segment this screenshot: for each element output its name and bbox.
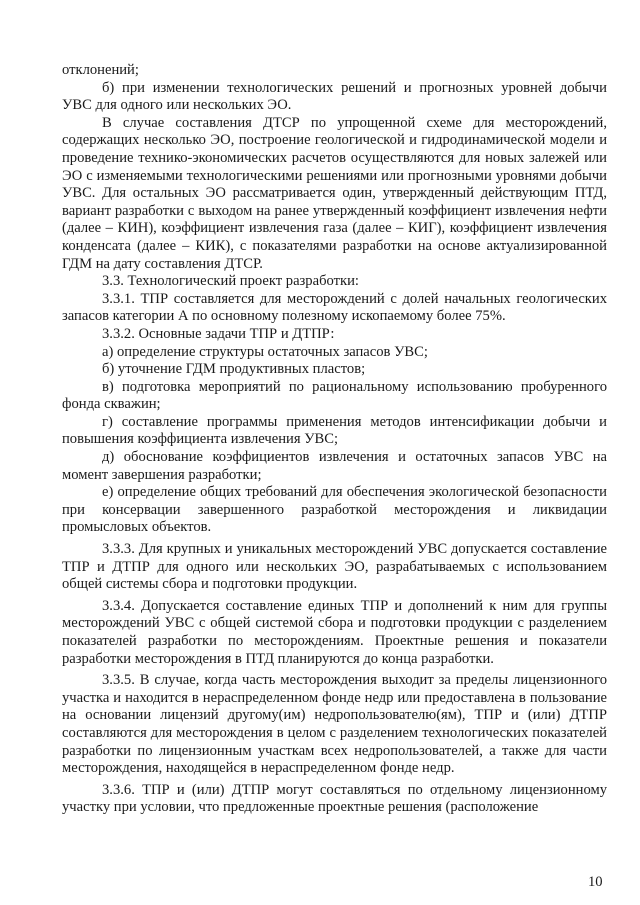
- paragraph-3-3-6: 3.3.6. ТПР и (или) ДТПР могут составляться по отдельному лицензионному участку при условии, что предложенные проектные решения (расположение: [62, 781, 607, 816]
- list-item-b: б) уточнение ГДМ продуктивных пластов;: [102, 361, 366, 378]
- section-heading-3-3: 3.3. Технологический проект разработки:: [102, 273, 359, 290]
- list-item-g: г) составление программы применения методов интенсификации добычи и повышения коэффициента извлечения УВС;: [62, 413, 607, 448]
- paragraph-item-b: б) при изменении технологических решений и прогнозных уровней добычи УВС для одного или нескольких ЭО.: [62, 79, 607, 114]
- paragraph-3-3-5: 3.3.5. В случае, когда часть месторождения выходит за пределы лицензионного участка и находится в нераспределенном фонде недр или предоставлена в пользование на основании лицензий другому(им) недропользователю(ям), ТПР и (или) ДТПР составляются для месторождения в целом с разделением технологических показателей разработки по лицензионным участкам всех недропользователей, а также для части месторождения, находящейся в нераспределенном фонде недр.: [62, 672, 607, 777]
- paragraph-3-3-2: 3.3.2. Основные задачи ТПР и ДТПР:: [102, 325, 335, 342]
- paragraph-dtsr-simplified: В случае составления ДТСР по упрощенной схеме для месторождений, содержащих несколько ЭО, построение геологической и гидродинамической модели и проведение технико-экономических расчетов осуществляются для новых залежей или ЭО с изменяемыми технологическими решениями или прогнозными уровнями добычи УВС. Для остальных ЭО рассматривается один, утвержденный действующим ПТД, вариант разработки с выходом на ранее утвержденный коэффициент извлечения нефти (далее – КИН), коэффициент извлечения газа (далее – КИГ), коэффициент извлечения конденсата (далее – КИК), с показателями разработки на основе актуализированной ГДМ на дату составления ДТСР.: [62, 114, 607, 272]
- list-item-v: в) подготовка мероприятий по рациональному использованию пробуренного фонда скважин;: [62, 378, 607, 413]
- list-item-a: а) определение структуры остаточных запасов УВС;: [102, 343, 428, 360]
- paragraph-3-3-4: 3.3.4. Допускается составление единых ТПР и дополнений к ним для группы месторождений УВС с общей системой сбора и подготовки продукции с разделением показателей разработки по месторождениям. Проектные решения и показатели разработки месторождения в ПТД планируются до конца разработки.: [62, 597, 607, 667]
- list-item-d: д) обоснование коэффициентов извлечения и остаточных запасов УВС на момент завершения разработки;: [62, 449, 607, 483]
- document-body: [62, 62, 607, 817]
- list-item-e: е) определение общих требований для обеспечения экологической безопасности при консервации завершенного разработкой месторождения и ликвидации промысловых объектов.: [62, 484, 607, 536]
- paragraph-3-3-1: 3.3.1. ТПР составляется для месторождений с долей начальных геологических запасов категории А по основному полезному ископаемому более 75%.: [62, 290, 607, 325]
- paragraph-3-3-3: 3.3.3. Для крупных и уникальных месторождений УВС допускается составление ТПР и ДТПР для одного или нескольких ЭО, разрабатываемых с использованием общей системы сбора и подготовки продукции.: [62, 541, 607, 593]
- page-number: 10: [588, 874, 603, 890]
- paragraph-continuation: отклонений;: [62, 62, 139, 78]
